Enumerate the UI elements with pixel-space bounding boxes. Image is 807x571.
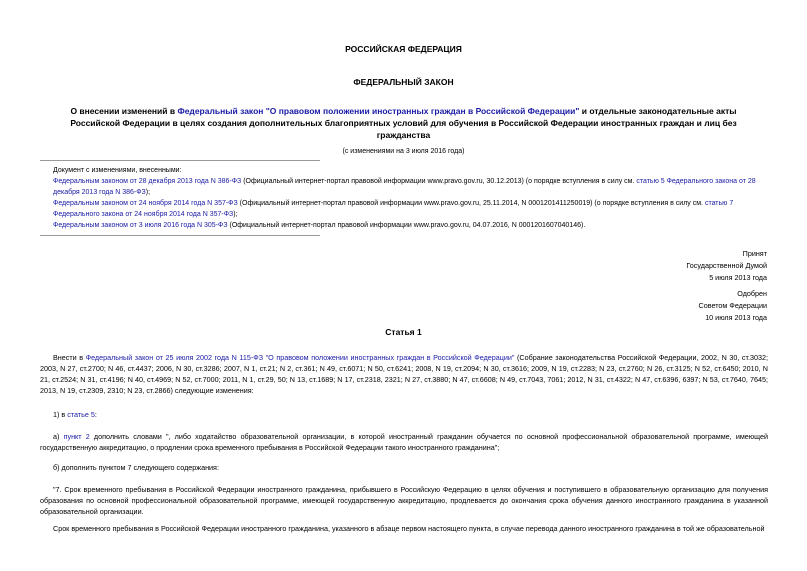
approved-body: Советом Федерации [698,301,767,310]
article-p2-suffix: : [94,410,97,419]
article-paragraph: Срок временного пребывания в Российской Федерации иностранного гражданина, указанного в абзаце первом настоящего пункта, в случае перевода данного иностранного гражданина в той же образовательной [53,524,765,533]
article-paragraph [40,431,768,453]
change-item-text: (Официальный интернет-портал правовой информации www.pravo.gov.ru, 25.11.2014, N 0001201411250019) (о порядке вступления в силу см. [237,200,705,207]
change-law-link[interactable]: Федеральным законом от 24 ноября 2014 года N 357-ФЗ [53,200,238,207]
article-p1-suffix: (Собрание законодательства Российской Федерации, 2002, N 30, ст.3032; 2003, N 27, ст.2700; N 46, ст.4437; 2006, N 30, ст.3286; 2007, N 1, ст.21; N 2, ст.361; N 49, ст.6071; N 50, ст.6241; 2008, N 19, ст.2094; N 30, ст.3616; 2009, N 19, ст.2283; N 23, ст.2760; N 26, ст.3125; N 52, ст.6450; 2010, N 21, ст.2524; N 31, ст.4196; N 40, ст.4969; N 52, ст.7000; 2011, N 1, ст.29, 50; N 13, ст.1689; N 17, ст.2318, 2321; N 27, ст.3880; N 47, ст.6608; N 49, ст.7043, 7061; 2012, N 31, ст.4322; N 47, ст.6396, 6397; N 53, ст.7640, 7645; 2013, N 19, ст.2309, 2310; N 23, ст.2866) следующие изменения: [40,353,768,395]
changes-bottom-divider [40,235,320,236]
amended-law-link[interactable]: Федеральный закон от 25 июля 2002 года N 115-ФЗ "О правовом положении иностранных граждан в Российской Федерации" [85,353,515,362]
approved-label: Одобрен [737,289,767,298]
article-paragraph [40,352,768,396]
changes-intro: Документ с изменениями, внесенными: [53,167,182,174]
article-paragraph: б) дополнить пунктом 7 следующего содержания: [53,463,219,472]
doc-type-heading: ФЕДЕРАЛЬНЫЙ ЗАКОН [353,77,454,87]
article-p1-prefix: Внести в [53,353,86,362]
adopted-body: Государственной Думой [686,261,767,270]
edition-note: (с изменениями на 3 июля 2016 года) [342,148,465,155]
changes-top-divider [40,160,320,161]
title-law-link[interactable]: Федеральный закон "О правовом положении иностранных граждан в Российской Федерации" [177,106,580,116]
change-item-end: ); [145,189,151,196]
change-item [40,198,770,220]
country-heading: РОССИЙСКАЯ ФЕДЕРАЦИЯ [345,44,462,54]
document-title [50,105,757,141]
article-heading: Статья 1 [385,327,422,337]
approved-date: 10 июля 2013 года [705,313,767,322]
adopted-block [686,248,767,284]
clause-2-link[interactable]: пункт 2 [63,432,90,441]
article-5-link[interactable]: статье 5 [67,410,95,419]
change-item-text: (Официальный интернет-портал правовой информации www.pravo.gov.ru, 30.12.2013) (о порядке вступления в силу см. [241,178,637,185]
article-paragraph: "7. Срок временного пребывания в Российской Федерации иностранного гражданина, прибывшего в Российскую Федерацию в целях обучения и поступившего в образовательную организацию для получения образования по основной профессиональной образовательной программе, имеющей государственную аккредитацию, продлевается до окончания срока обучения данного иностранного гражданина в указанной образовательной организации. [40,485,768,516]
adopted-date: 5 июля 2013 года [709,273,767,282]
title-prefix: О внесении изменений в [70,106,178,116]
change-item-end: ); [233,211,238,218]
article-p2-prefix: 1) в [53,410,68,419]
change-item-text: (Официальный интернет-портал правовой информации www.pravo.gov.ru, 04.07.2016, N 0001201607040146). [227,222,586,229]
article-paragraph [40,409,768,420]
article-p3-suffix: дополнить словами ", либо ходатайство образовательной организации, в которой иностранный гражданин обучается по основной профессиональной образовательной программе, имеющей государственную аккредитацию, о продлении срока временного пребывания в Российской Федерации такого иностранного гражданина"; [40,432,769,452]
title-suffix: и отдельные законодательные акты Российской Федерации в целях создания дополнительных благоприятных условий для обучения в Российской Федерации иностранных граждан и лиц без гражданства [70,106,737,140]
approved-block [699,288,767,324]
changes-block [40,165,770,231]
change-item [40,220,770,231]
change-item [40,176,770,198]
change-article-link[interactable]: статью 7 Федерального закона от 24 ноября 2014 года N 357-ФЗ [53,200,734,218]
change-law-link[interactable]: Федеральным законом от 28 декабря 2013 года N 386-ФЗ [53,178,242,185]
change-article-link[interactable]: статью 5 Федерального закона от 28 декабря 2013 года N 386-ФЗ [53,178,756,196]
adopted-label: Принят [742,249,767,258]
change-law-link[interactable]: Федеральным законом от 3 июля 2016 года N 305-ФЗ [53,222,228,229]
article-p3-prefix: а) [53,432,64,441]
